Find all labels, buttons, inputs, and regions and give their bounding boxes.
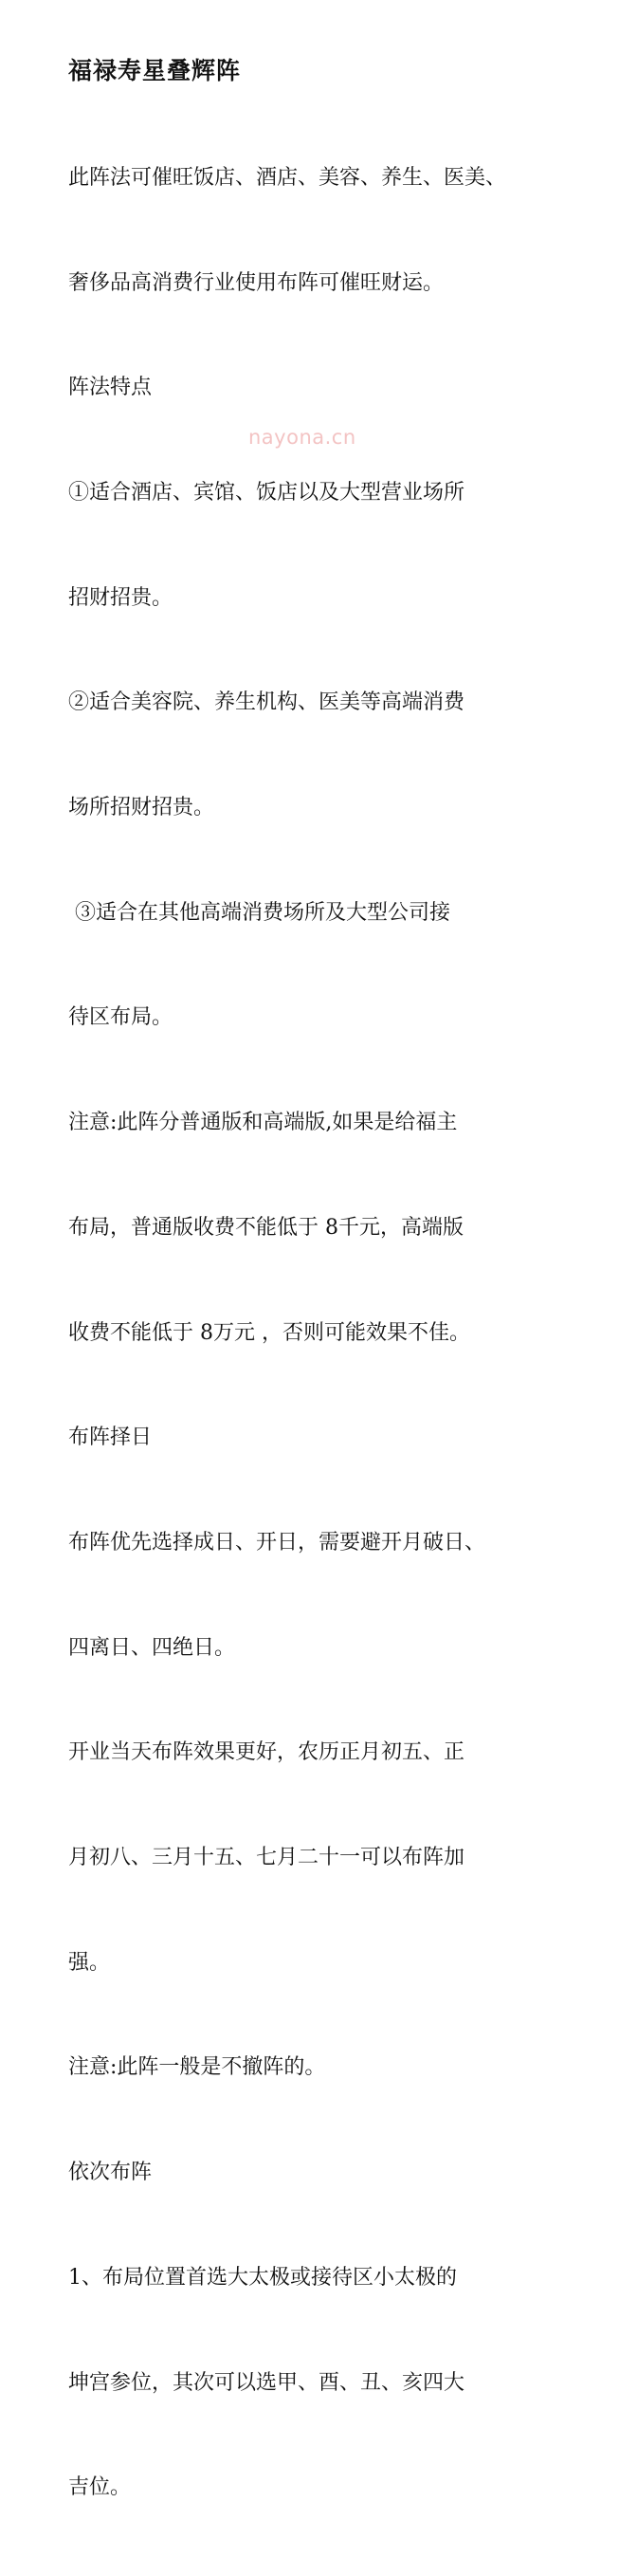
document-title: 福禄寿星叠辉阵 bbox=[68, 57, 242, 84]
section-heading-arrangement: 依次布阵 bbox=[68, 2161, 153, 2185]
body-line: 强。 bbox=[68, 1950, 111, 1975]
body-line: 布阵优先选择成日、开日，需要避开月破日、 bbox=[68, 1530, 486, 1555]
body-line: 奢侈品高消费行业使用布阵可催旺财运。 bbox=[68, 270, 445, 295]
body-line: 待区布局。 bbox=[68, 1005, 173, 1030]
body-line: 吉位。 bbox=[68, 2475, 132, 2500]
body-line: ②适合美容院、养生机构、医美等高端消费 bbox=[68, 690, 465, 715]
body-line: ①适合酒店、宾馆、饭店以及大型营业场所 bbox=[68, 480, 465, 505]
body-line: 开业当天布阵效果更好，农历正月初五、正 bbox=[68, 1740, 465, 1765]
body-line: 四离日、四绝日。 bbox=[68, 1635, 236, 1660]
body-line: 布局，普通版收费不能低于 8千元，高端版 bbox=[68, 1215, 464, 1240]
body-line: 月初八、三月十五、七月二十一可以布阵加 bbox=[68, 1846, 465, 1870]
body-line: 坤宫参位，其次可以选甲、酉、丑、亥四大 bbox=[68, 2370, 465, 2395]
section-heading-date-selection: 布阵择日 bbox=[68, 1426, 153, 1450]
body-line: 场所招财招贵。 bbox=[68, 796, 215, 820]
body-line: ③适合在其他高端消费场所及大型公司接 bbox=[68, 900, 450, 925]
body-line: 招财招贵。 bbox=[68, 585, 173, 610]
section-heading-features: 阵法特点 bbox=[68, 376, 153, 400]
body-line: 收费不能低于 8万元 ，否则可能效果不佳。 bbox=[68, 1320, 470, 1345]
body-line-note: 注意:此阵一般是不撤阵的。 bbox=[68, 2055, 326, 2080]
body-line: 此阵法可催旺饭店、酒店、美容、养生、医美、 bbox=[68, 165, 507, 190]
watermark: nayona.cn bbox=[248, 426, 356, 449]
document-body bbox=[68, 91, 604, 2576]
body-line-note: 注意:此阵分普通版和高端版,如果是给福主 bbox=[68, 1111, 458, 1135]
body-line: 1、布局位置首选大太极或接待区小太极的 bbox=[68, 2265, 457, 2290]
